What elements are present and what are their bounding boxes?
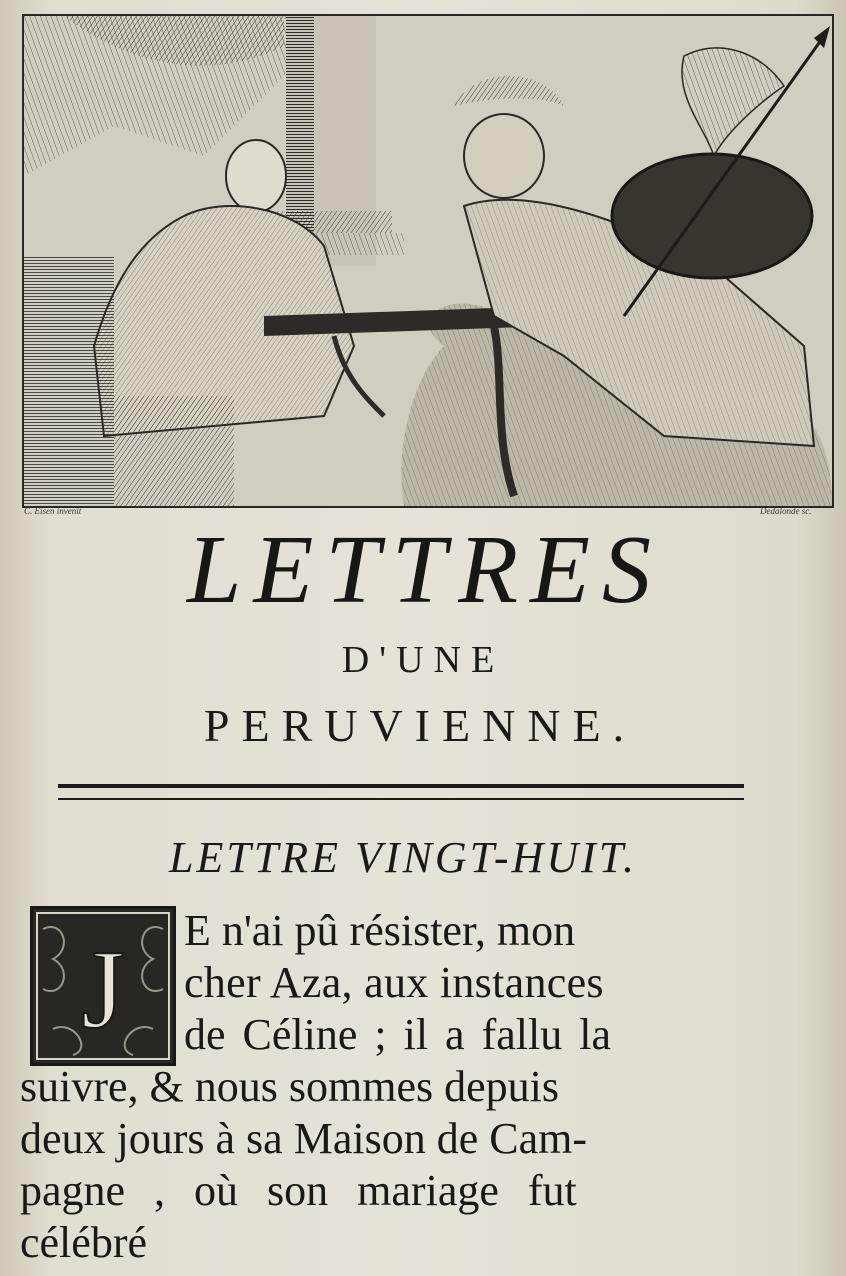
double-rule-bottom: [58, 798, 744, 800]
book-subtitle-d-une: D'UNE: [341, 639, 505, 681]
book-title: LETTRES: [186, 516, 664, 624]
engraving-credit-designer: C. Eisen invenit: [24, 506, 82, 516]
body-line-7: célébré: [20, 1218, 147, 1267]
frontispiece-engraving: [22, 14, 834, 508]
dropcap-ornament: [30, 906, 176, 1066]
body-line-3: de Céline ; il a fallu la: [184, 1010, 611, 1059]
letter-heading: LETTRE VINGT-HUIT.: [169, 833, 637, 882]
body-line-6: pagne , où son mariage fut: [20, 1166, 577, 1215]
engraving-credit-engraver: Dedalonde sc.: [760, 506, 812, 516]
body-line-5: deux jours à sa Maison de Cam-: [20, 1114, 587, 1163]
dropcap-letter: J: [81, 928, 125, 1052]
body-line-4: suivre, & nous sommes depuis: [20, 1062, 559, 1111]
body-line-1: E n'ai pû résister, mon: [184, 906, 576, 955]
book-subtitle-peruvienne: PERUVIENNE.: [203, 700, 637, 751]
double-rule-top: [58, 784, 744, 788]
body-line-2: cher Aza, aux instances: [184, 958, 604, 1007]
